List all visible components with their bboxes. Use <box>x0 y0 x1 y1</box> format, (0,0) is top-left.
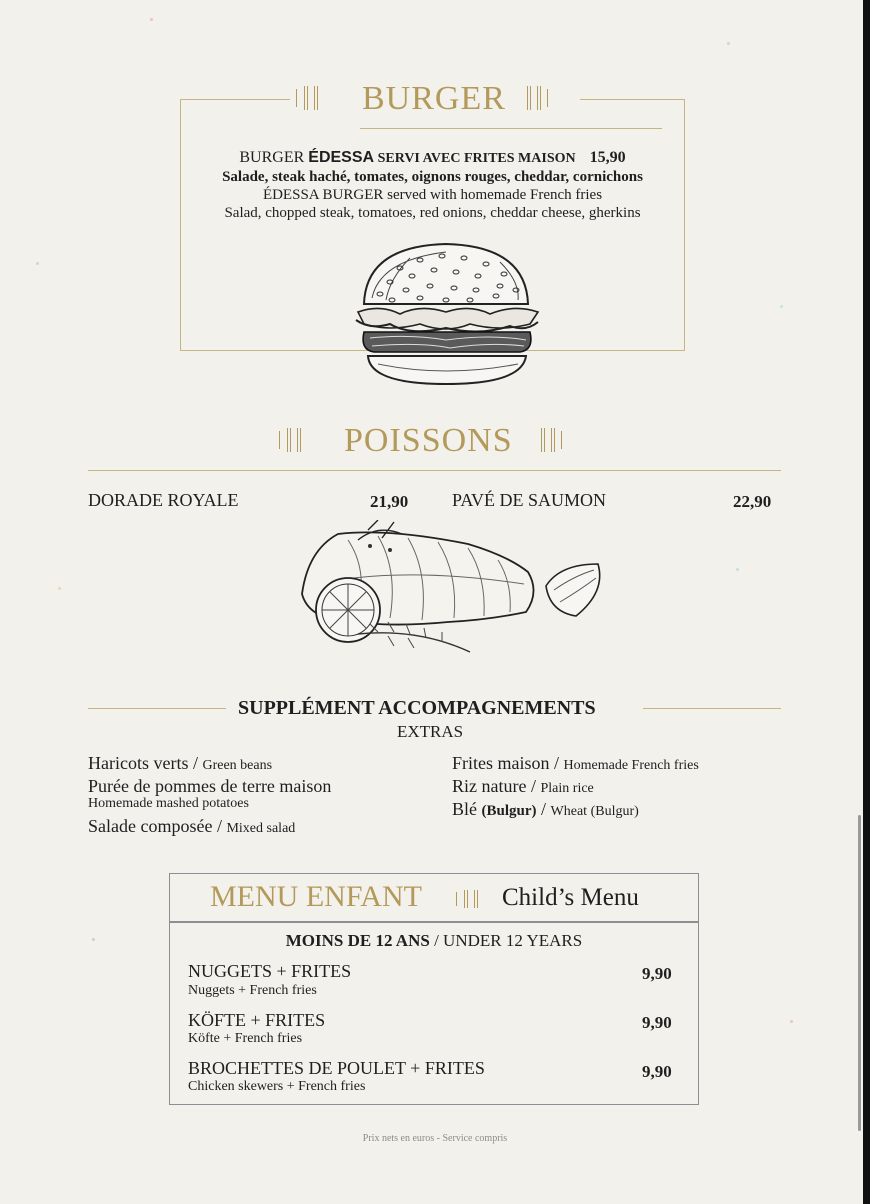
kids-item-en: Köfte + French fries <box>188 1031 303 1046</box>
burger-illustration <box>350 238 544 390</box>
kids-menu-header-rule <box>169 921 699 923</box>
ornament-bars-icon <box>541 428 563 452</box>
poissons-rule <box>88 470 781 471</box>
ornament-bars-icon <box>527 86 549 110</box>
extra-item: Purée de pommes de terre maison <box>88 776 332 796</box>
burger-served: SERVI AVEC FRITES MAISON <box>374 151 576 166</box>
extra-item: Frites maison / Homemade French fries <box>452 753 699 773</box>
burger-title: BURGER <box>362 80 506 117</box>
paper-speck <box>36 262 39 265</box>
burger-title-rule <box>360 128 662 129</box>
kids-age-line: MOINS DE 12 ANS / UNDER 12 YEARS <box>285 931 583 950</box>
extras-rule-left <box>88 708 226 709</box>
kids-item-en: Chicken skewers + French fries <box>188 1079 366 1094</box>
extras-title: SUPPLÉMENT ACCOMPAGNEMENTS <box>238 697 596 719</box>
page-edge <box>863 0 870 1204</box>
burger-name: ÉDESSA <box>308 149 375 166</box>
burger-ingredients-en: Salad, chopped steak, tomatoes, red onions, cheddar cheese, gherkins <box>224 205 641 221</box>
dish-name: DORADE ROYALE <box>88 490 239 510</box>
extra-item: Riz nature / Plain rice <box>452 776 594 796</box>
burger-name-line <box>180 149 685 168</box>
extra-item: Haricots verts / Green beans <box>88 753 273 773</box>
salmon-illustration <box>298 520 608 656</box>
extra-item: Salade composée / Mixed salad <box>88 816 296 836</box>
dish-price: 21,90 <box>370 492 409 511</box>
kids-item-price: 9,90 <box>642 1062 672 1081</box>
extras-rule-right <box>643 708 781 709</box>
paper-speck <box>790 1020 793 1023</box>
poissons-title: POISSONS <box>344 422 513 459</box>
kids-item-name: KÖFTE + FRITES <box>188 1010 326 1030</box>
paper-speck <box>58 587 61 590</box>
kids-item-price: 9,90 <box>642 964 672 983</box>
ornament-bars-icon <box>456 890 478 908</box>
extra-item-en: Homemade mashed potatoes <box>88 796 249 811</box>
kids-item-name: BROCHETTES DE POULET + FRITES <box>188 1058 485 1078</box>
paper-speck <box>780 305 783 308</box>
paper-speck <box>150 18 153 21</box>
burger-prefix: BURGER <box>239 149 309 166</box>
extra-item: Blé (Bulgur) / Wheat (Bulgur) <box>452 799 639 819</box>
ornament-bars-icon <box>279 428 301 452</box>
burger-price: 15,90 <box>589 149 626 166</box>
kids-menu-title: MENU ENFANT <box>210 880 422 913</box>
dish-name: PAVÉ DE SAUMON <box>452 490 607 510</box>
kids-item-price: 9,90 <box>642 1013 672 1032</box>
burger-ingredients-fr: Salade, steak haché, tomates, oignons rouges, cheddar, cornichons <box>222 169 643 185</box>
paper-speck <box>736 568 739 571</box>
ornament-bars-icon <box>296 86 318 110</box>
burger-name-en: ÉDESSA BURGER served with homemade French fries <box>262 187 603 203</box>
kids-item-en: Nuggets + French fries <box>188 983 317 998</box>
kids-item-name: NUGGETS + FRITES <box>188 961 352 981</box>
footer-note: Prix nets en euros - Service compris <box>362 1133 508 1144</box>
paper-speck <box>92 938 95 941</box>
extras-subtitle: EXTRAS <box>397 722 464 741</box>
dish-price: 22,90 <box>733 492 772 511</box>
kids-menu-title-en: Child’s Menu <box>502 884 639 911</box>
paper-speck <box>727 42 730 45</box>
scrollbar[interactable] <box>858 815 861 1131</box>
